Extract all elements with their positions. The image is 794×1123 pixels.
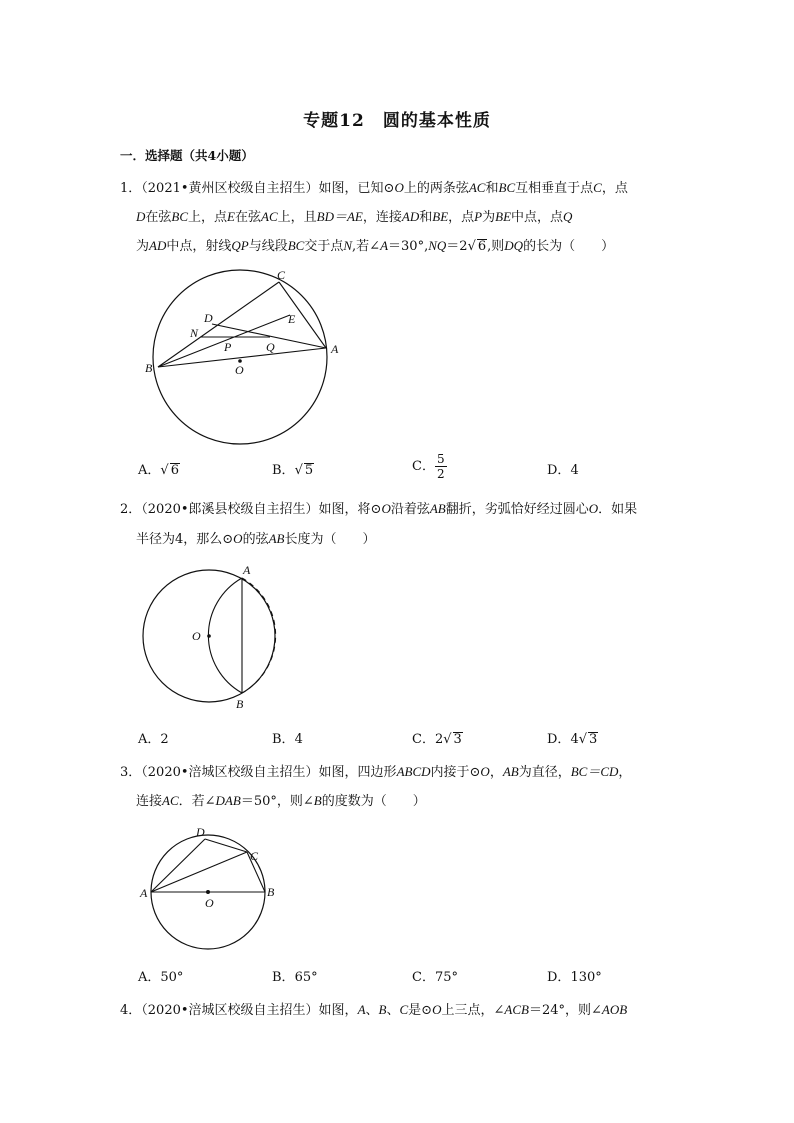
q1-chord-BC bbox=[158, 282, 279, 367]
q1-option-a[interactable]: A．√ 6 bbox=[138, 463, 179, 478]
q3-label-B: B bbox=[267, 885, 275, 899]
page-title: 专题12 圆的基本性质 bbox=[303, 111, 491, 131]
q2-line-1: 2．（2020•郎溪县校级自主招生）如图，将⊙O沿着弦AB翻折，劣弧恰好经过圆心O．如果 bbox=[120, 501, 638, 517]
q2-center-dot bbox=[207, 634, 211, 638]
q2-label-O: O bbox=[192, 629, 201, 643]
q1-circle bbox=[153, 270, 327, 444]
q3-line-1: 3．（2020•涪城区校级自主招生）如图，四边形ABCD内接于⊙O，AB为直径，BC＝CD， bbox=[120, 764, 632, 780]
q1-option-b[interactable]: B．√ 5 bbox=[272, 463, 314, 478]
q3-segment-AD bbox=[151, 839, 205, 892]
q3-label-D: D bbox=[196, 825, 205, 839]
q1-chord-AC bbox=[279, 282, 326, 348]
q2-label-B: B bbox=[236, 697, 244, 711]
q1-label-C: C bbox=[277, 268, 286, 282]
q2-folded-arc bbox=[208, 578, 242, 693]
q3-option-b[interactable]: B．65° bbox=[272, 970, 318, 985]
q1-line-2: D在弦BC上，点E在弦AC上，且BD＝AE，连接AD和BE，点P为BE中点，点Q bbox=[136, 209, 573, 225]
q2-option-c[interactable]: C．2√ 3 bbox=[412, 732, 462, 747]
q1-label-D: D bbox=[204, 311, 213, 325]
q3-center-dot bbox=[206, 890, 210, 894]
q3-option-c[interactable]: C．75° bbox=[412, 970, 458, 985]
q1-line-3: 为AD中点，射线QP与线段BC交于点N,若∠A＝30°,NQ＝2√ 6,则DQ的长为（ ） bbox=[136, 238, 615, 254]
q1-option-c[interactable]: C． $\frac{5}{2}$ bbox=[412, 452, 445, 481]
q1-label-P: P bbox=[224, 340, 232, 354]
q1-label-N: N bbox=[190, 326, 199, 340]
q3-figure bbox=[135, 820, 295, 955]
q1-label-E: E bbox=[288, 312, 296, 326]
q3-label-O: O bbox=[205, 896, 214, 910]
q2-option-d[interactable]: D．4√ 3 bbox=[547, 732, 598, 747]
q1-figure bbox=[140, 265, 370, 450]
section-heading: 一．选择题（共4小题） bbox=[120, 148, 254, 163]
q3-option-d[interactable]: D．130° bbox=[547, 970, 602, 985]
q1-option-d[interactable]: D．4 bbox=[547, 463, 579, 478]
q1-label-Q: Q bbox=[266, 340, 275, 354]
q2-option-b[interactable]: B．4 bbox=[272, 732, 303, 747]
q2-original-arc bbox=[242, 578, 276, 693]
q2-figure bbox=[135, 560, 295, 715]
q1-label-A: A bbox=[331, 342, 339, 356]
q4-line-1: 4．（2020•涪城区校级自主招生）如图，A、B、C是⊙O上三点，∠ACB＝24°，则∠AOB bbox=[120, 1002, 628, 1018]
q3-label-C: C bbox=[250, 849, 259, 863]
q3-line-2: 连接AC．若∠DAB＝50°，则∠B的度数为（ ） bbox=[136, 793, 426, 809]
q2-label-A: A bbox=[243, 563, 251, 577]
q3-option-a[interactable]: A．50° bbox=[138, 970, 184, 985]
q3-label-A: A bbox=[140, 886, 148, 900]
q1-label-B: B bbox=[145, 361, 153, 375]
q2-option-a[interactable]: A．2 bbox=[138, 732, 169, 747]
q3-segment-AC bbox=[151, 852, 247, 892]
q1-line-1: 1．（2021•黄州区校级自主招生）如图，已知⊙O上的两条弦AC和BC互相垂直于点C，点 bbox=[120, 180, 628, 196]
q2-line-2: 半径为4，那么⊙O的弦AB长度为（ ） bbox=[136, 531, 376, 547]
q1-label-O: O bbox=[235, 363, 244, 377]
